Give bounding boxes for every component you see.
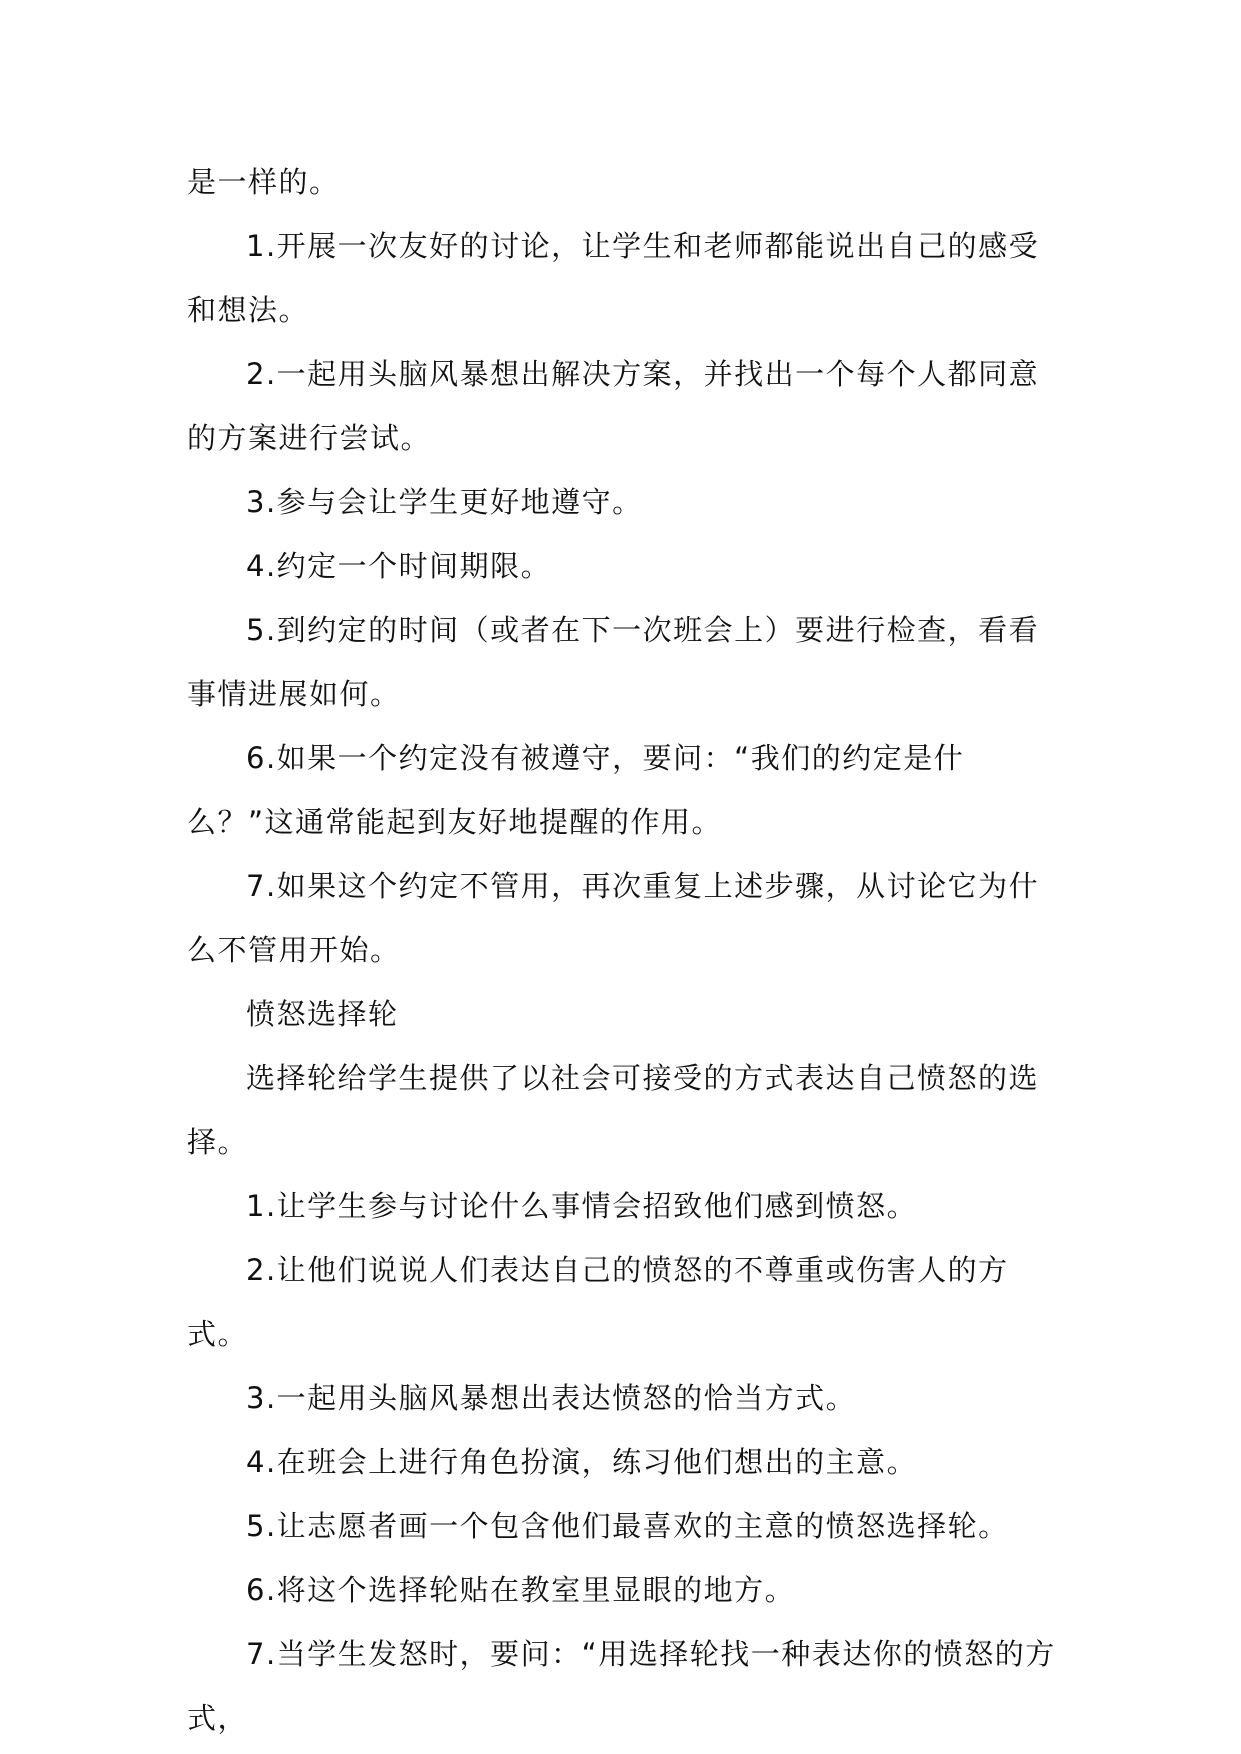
paragraph: 1.开展一次友好的讨论，让学生和老师都能说出自己的感受和想法。 [187,229,1040,327]
paragraph: 2.让他们说说人们表达自己的愤怒的不尊重或伤害人的方式。 [187,1253,1009,1351]
paragraph: 选择轮给学生提供了以社会可接受的方式表达自己愤怒的选择。 [187,1061,1040,1159]
paragraph: 7.当学生发怒时，要问：“用选择轮找一种表达你的愤怒的方式， [187,1637,1056,1735]
paragraph: 4.约定一个时间期限。 [246,549,552,583]
paragraph: 5.到约定的时间（或者在下一次班会上）要进行检查，看看事情进展如何。 [187,613,1040,711]
paragraph: 3.一起用头脑风暴想出表达愤怒的恰当方式。 [246,1381,857,1415]
paragraph: 1.让学生参与讨论什么事情会招致他们感到愤怒。 [246,1189,918,1223]
paragraph: 3.参与会让学生更好地遵守。 [246,485,643,519]
paragraph: 5.让志愿者画一个包含他们最喜欢的主意的愤怒选择轮。 [246,1509,1009,1543]
paragraph: 6.如果一个约定没有被遵守，要问：“我们的约定是什么？”这通常能起到友好地提醒的作用。 [187,741,965,839]
section-heading: 愤怒选择轮 [246,997,399,1031]
paragraph: 7.如果这个约定不管用，再次重复上述步骤，从讨论它为什么不管用开始。 [187,869,1040,967]
document-body [187,150,1067,1750]
paragraph: 6.将这个选择轮贴在教室里显眼的地方。 [246,1573,796,1607]
paragraph: 2.一起用头脑风暴想出解决方案，并找出一个每个人都同意的方案进行尝试。 [187,357,1040,455]
paragraph: 是一样的。 [187,165,340,199]
paragraph: 4.在班会上进行角色扮演，练习他们想出的主意。 [246,1445,918,1479]
